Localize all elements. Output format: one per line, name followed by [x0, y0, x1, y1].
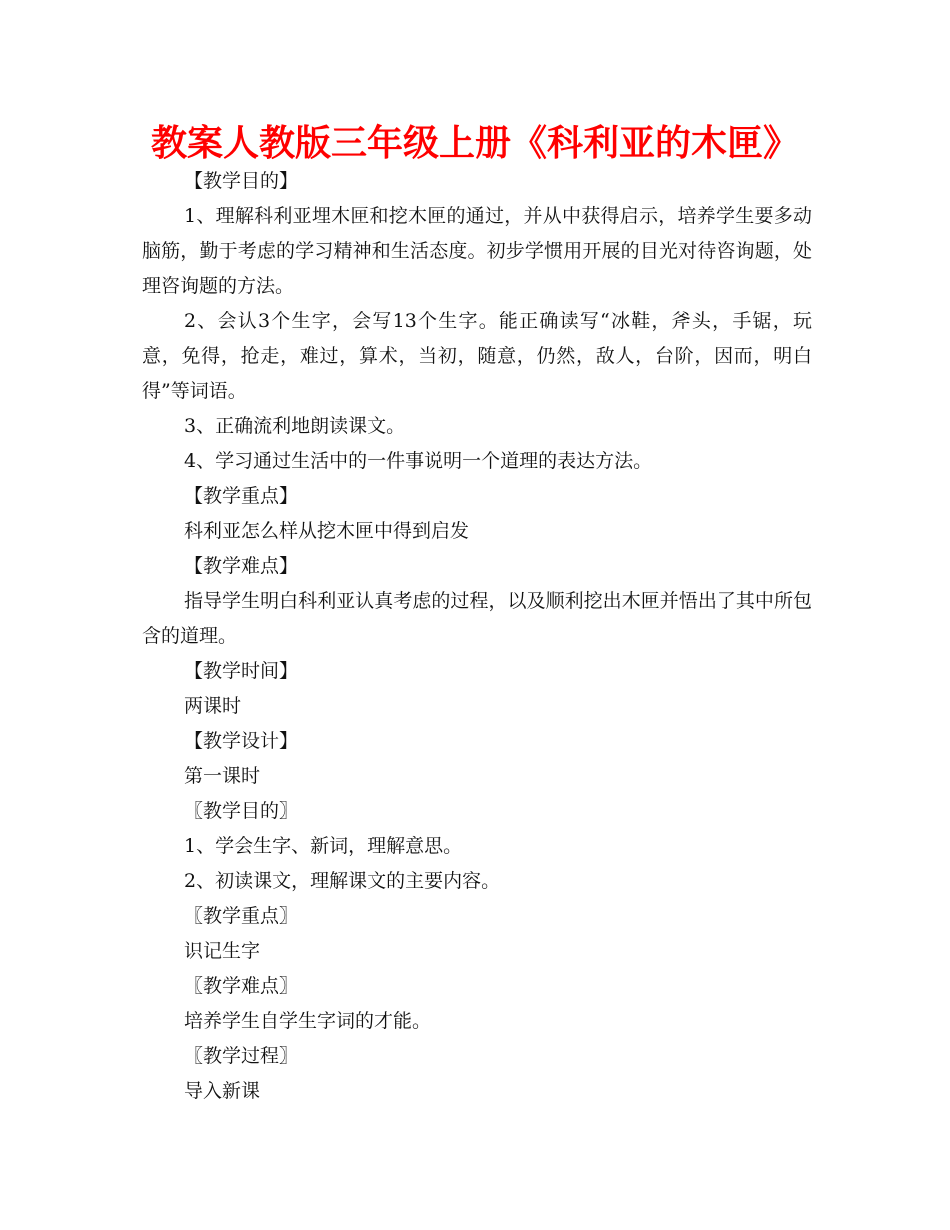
process-step-intro: 导入新课 — [184, 1080, 261, 1102]
objective-item-3: 3、正确流利地朗读课文。 — [184, 415, 406, 437]
lesson-one-heading: 第一课时 — [184, 765, 261, 787]
section-heading-key-point: 【教学重点】 — [184, 485, 299, 507]
subsection-heading-difficulty: 〖教学难点〗 — [184, 975, 299, 997]
key-point-text: 科利亚怎么样从挖木匣中得到启发 — [184, 520, 470, 542]
subsection-heading-process: 〖教学过程〗 — [184, 1045, 299, 1067]
lesson-key-point-text: 识记生字 — [184, 940, 261, 962]
section-heading-design: 【教学设计】 — [184, 730, 299, 752]
document-body — [142, 164, 812, 1109]
lesson-objective-2: 2、初读课文，理解课文的主要内容。 — [184, 870, 501, 892]
section-heading-time: 【教学时间】 — [184, 660, 299, 682]
subsection-heading-objectives: 〖教学目的〗 — [184, 800, 299, 822]
subsection-heading-key-point: 〖教学重点〗 — [184, 905, 299, 927]
section-heading-difficulty: 【教学难点】 — [184, 555, 299, 577]
time-text: 两课时 — [184, 695, 242, 717]
objective-item-2: 2、会认3个生字，会写13个生字。能正确读写“冰鞋，斧头，手锯，玩意，免得，抢走，难过，算术，当初，随意，仍然，敌人，台阶，因而，明白得”等词语。 — [142, 310, 812, 402]
document-title: 教案人教版三年级上册《科利亚的木匣》 — [150, 123, 799, 164]
objective-item-4: 4、学习通过生活中的一件事说明一个道理的表达方法。 — [184, 450, 653, 472]
objective-item-1: 1、理解科利亚埋木匣和挖木匣的通过，并从中获得启示，培养学生要多动脑筋，勤于考虑的学习精神和生活态度。初步学惯用开展的目光对待咨询题，处理咨询题的方法。 — [142, 205, 812, 297]
lesson-objective-1: 1、学会生字、新词，理解意思。 — [184, 835, 463, 857]
section-heading-objectives: 【教学目的】 — [184, 170, 299, 192]
lesson-difficulty-text: 培养学生自学生字词的才能。 — [184, 1010, 432, 1032]
difficulty-text: 指导学生明白科利亚认真考虑的过程，以及顺利挖出木匣并悟出了其中所包含的道理。 — [142, 590, 812, 647]
